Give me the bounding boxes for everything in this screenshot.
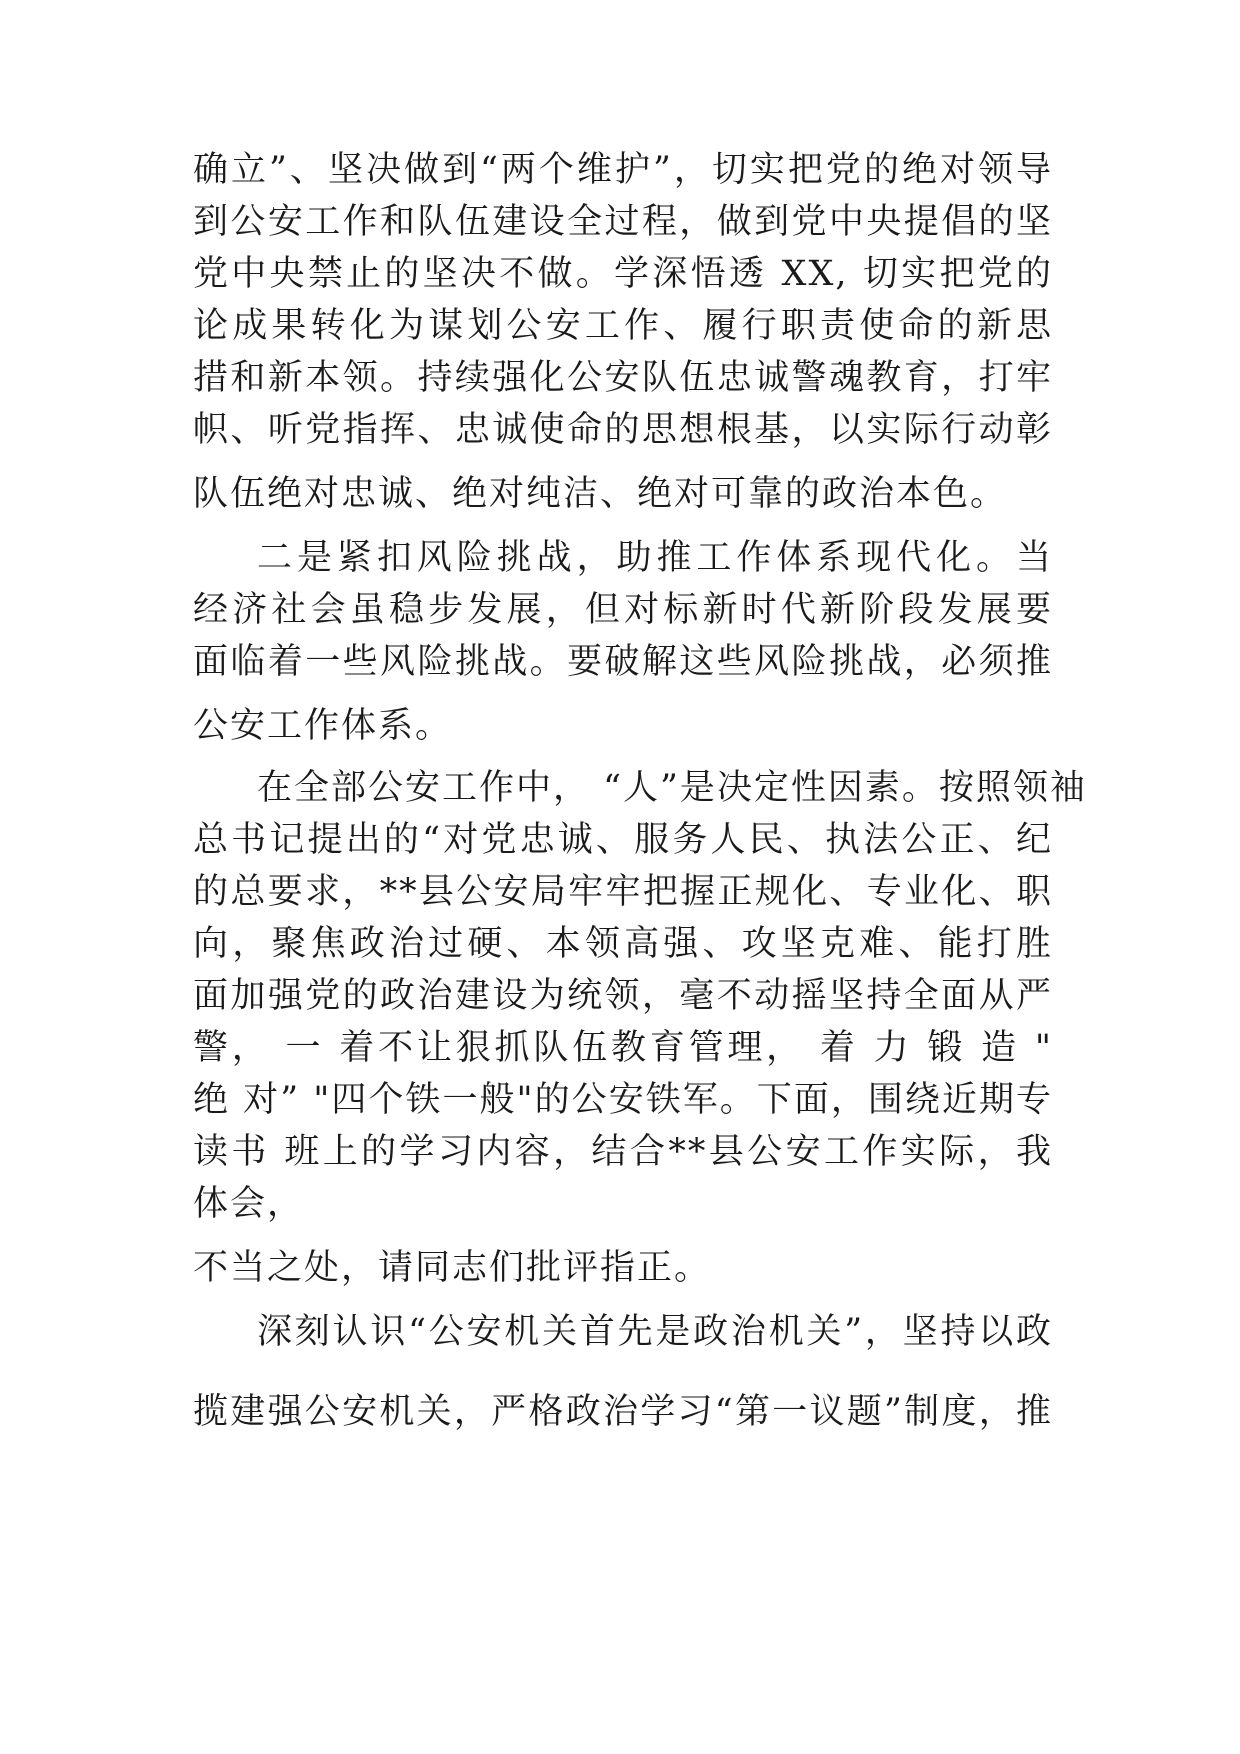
text-line: 党中央禁止的坚决不做。学深悟透 XX, 切实把党的 <box>193 254 1053 294</box>
text-line: 公安工作体系。 <box>193 706 453 746</box>
text-line: 警， 一 着不让狠抓队伍教育管理， 着 力 锻 造 " <box>193 1028 1053 1068</box>
text-line: 确立”、坚决做到“两个维护”，切实把党的绝对领导 <box>193 150 1053 190</box>
text-line: 总书记提出的“对党忠诚、服务人民、执法公正、纪 <box>193 820 1053 860</box>
text-line: 论成果转化为谋划公安工作、履行职责使命的新思 <box>193 306 1053 346</box>
text-line: 到公安工作和队伍建设全过程，做到党中央提倡的坚 <box>193 202 1053 242</box>
text-line: 不当之处，请同志们批评指正。 <box>193 1248 712 1288</box>
text-line: 面加强党的政治建设为统领，毫不动摇坚持全面从严 <box>193 976 1053 1016</box>
text-line: 的总要求，**县公安局牢牢把握正规化、专业化、职 <box>193 872 1053 912</box>
text-line: 经济社会虽稳步发展，但对标新时代新阶段发展要 <box>193 590 1053 630</box>
text-line: 向，聚焦政治过硬、本领高强、攻坚克难、能打胜 <box>193 924 1053 964</box>
paragraph-heading: 二是紧扣风险挑战，助推工作体系现代化。当 <box>257 538 1053 578</box>
text-line: 措和新本领。持续强化公安队伍忠诚警魂教育，打牢 <box>193 358 1053 398</box>
text-line: 绝 对” "四个铁一般"的公安铁军。下面，围绕近期专 <box>193 1080 1053 1120</box>
text-line: 体会， <box>193 1184 305 1224</box>
text-line: 在全部公安工作中， “人”是决定性因素。按照领袖 <box>257 768 1087 808</box>
text-line: 帜、听党指挥、忠诚使命的思想根基，以实际行动彰 <box>193 410 1053 450</box>
text-line: 面临着一些风险挑战。要破解这些风险挑战，必须推 <box>193 642 1053 682</box>
text-line: 揽建强公安机关，严格政治学习“第一议题”制度，推 <box>193 1392 1053 1432</box>
text-line: 深刻认识“公安机关首先是政治机关”，坚持以政 <box>257 1312 1053 1352</box>
text-line: 队伍绝对忠诚、绝对纯洁、绝对可靠的政治本色。 <box>193 474 1008 514</box>
text-line: 读书 班上的学习内容，结合**县公安工作实际，我 <box>193 1132 1053 1172</box>
